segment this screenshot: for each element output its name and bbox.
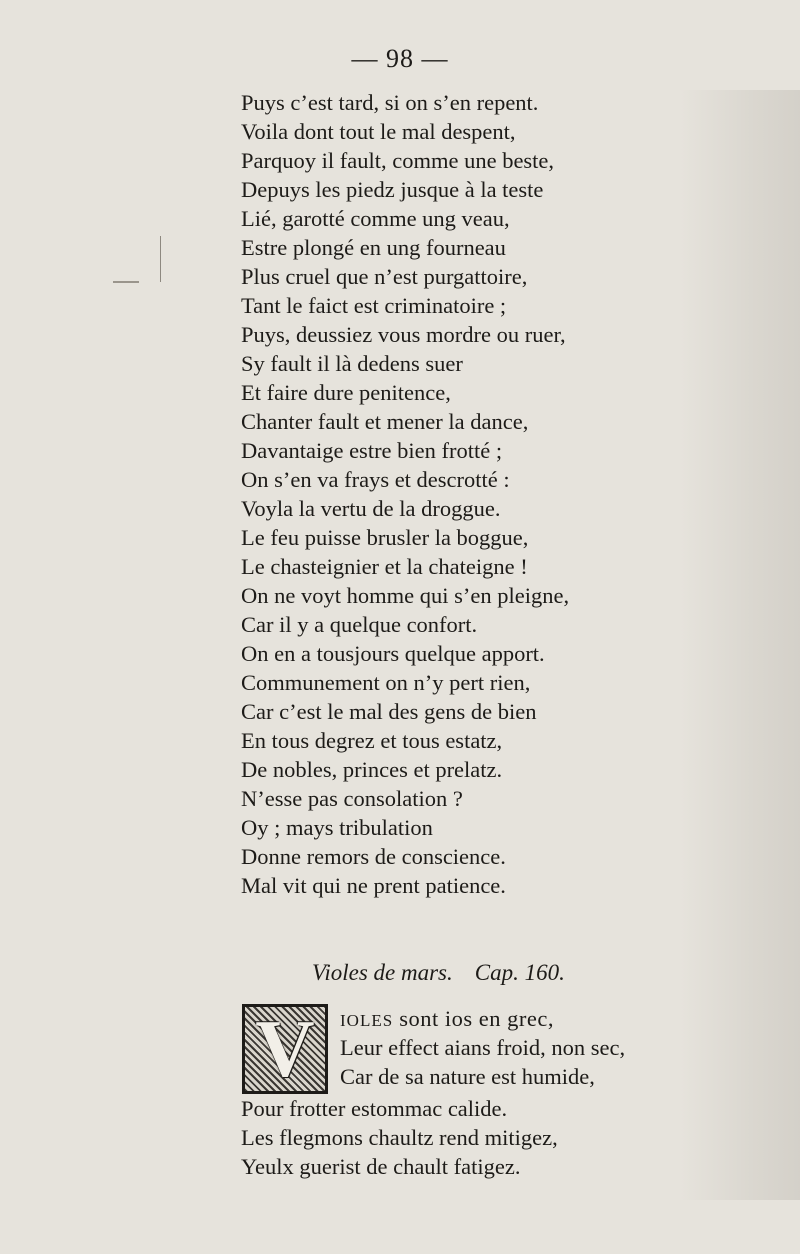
verse-line: Oy ; mays tribulation [241,815,433,840]
verse-line: Chanter fault et mener la dance, [241,409,529,434]
verse-line: Les flegmons chaultz rend mitigez, [241,1125,558,1150]
margin-mark [160,236,161,282]
verse-line: On s’en va frays et descrotté : [241,467,510,492]
drop-cap-letter: V [255,1003,315,1094]
verse-line: Parquoy il fault, comme une beste, [241,148,555,173]
verse-line: Yeulx guerist de chault fatigez. [241,1154,521,1179]
verse-line: Sy fault il là dedens suer [241,351,463,376]
verse-line: On ne voyt homme qui s’en pleigne, [241,583,570,608]
verse-line: Puys c’est tard, si on s’en repent. [241,90,539,115]
drop-cap-initial [242,1004,328,1094]
page-number: — 98 — [351,44,449,73]
verse-line: Leur effect aians froid, non sec, [340,1035,626,1060]
verse-line: Lié, garotté comme ung veau, [241,206,510,231]
verse-line: Communement on n’y pert rien, [241,670,531,695]
small-caps-word: IOLES [340,1011,394,1030]
verse-line: Et faire dure penitence, [241,380,451,405]
verse-line: Depuys les piedz jusque à la teste [241,177,544,202]
verse-line: Plus cruel que n’est purgattoire, [241,264,528,289]
verse-line [340,1004,625,1033]
verse-line: Estre plongé en ung fourneau [241,235,506,260]
facing-page-bleed-through [680,90,800,1200]
verse-line: Donne remors de conscience. [241,844,506,869]
verse-block [241,88,569,900]
section-heading [312,960,565,986]
verse-line: Pour frotter estommac calide. [241,1096,508,1121]
verse-line: Voila dont tout le mal despent, [241,119,516,144]
verse-line: Car c’est le mal des gens de bien [241,699,537,724]
verse-line: De nobles, princes et prelatz. [241,757,503,782]
verse-line: En tous degrez et tous estatz, [241,728,503,753]
verse-line: On en a tousjours quelque apport. [241,641,545,666]
verse-line: Tant le faict est criminatoire ; [241,293,507,318]
verse-line: Car il y a quelque confort. [241,612,478,637]
verse-line: Voyla la vertu de la droggue. [241,496,501,521]
verse-line: Puys, deussiez vous mordre ou ruer, [241,322,566,347]
verse-line: Car de sa nature est humide, [340,1064,595,1089]
verse-line: Le chasteignier et la chateigne ! [241,554,528,579]
verse-line: N’esse pas consolation ? [241,786,463,811]
violes-verse-block [241,1094,558,1181]
margin-mark [113,281,139,283]
section-title: Violes de mars. [312,960,453,985]
violes-indented-block [340,1004,625,1091]
verse-line-rest: sont ios en grec, [393,1006,555,1031]
verse-line: Davantaige estre bien frotté ; [241,438,503,463]
verse-line: Mal vit qui ne prent patience. [241,873,506,898]
verse-line: Le feu puisse brusler la boggue, [241,525,529,550]
chapter-number: Cap. 160. [474,960,565,985]
